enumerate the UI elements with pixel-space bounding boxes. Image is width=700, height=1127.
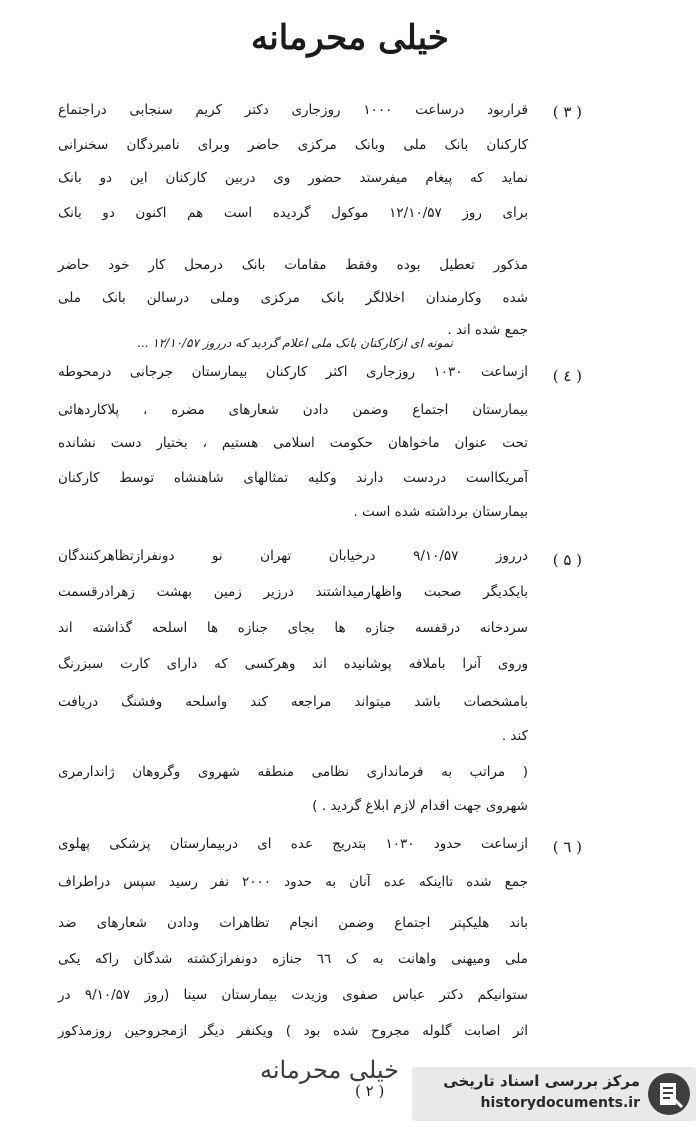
text-line: درروز ۹/۱۰/۵۷ درخیابان تهران نو دونفرازتظاهرکنندگان <box>58 548 528 564</box>
handwritten-note: نمونه ای ازکارکنان بانک ملی اعلام گردید که درروز ۱۲/۱۰/۵۷ ... <box>137 336 453 350</box>
text-line: کند . <box>501 728 528 744</box>
text-line: ازساعت ۱۰۳۰ روزجاری اکثر کارکنان بیمارستان جرجانی درمحوطه <box>58 364 528 380</box>
text-line: قراربود درساعت ۱۰۰۰ روزجاری دکتر کریم سنجابی دراجتماع <box>58 102 528 118</box>
text-line: جمع شده تااینکه عده آنان به حدود ۲۰۰۰ نفر رسید سپس دراطراف <box>58 874 528 890</box>
section-number: ( ٤ ) <box>552 367 582 385</box>
watermark-title: مرکز بررسی اسناد تاریخی <box>443 1072 640 1090</box>
text-line: تحت عنوان ماخواهان حکومت اسلامی هستیم ، بختیار دست نشانده <box>58 435 528 451</box>
text-line: جمع شده اند . <box>447 322 528 338</box>
text-line: بیمارستان برداشته شده است . <box>353 504 528 520</box>
page-number: ( ۲ ) <box>355 1082 385 1100</box>
text-line: سردخانه درقفسه جنازه ها بجای جنازه ها اسلحه گذاشته اند <box>58 620 528 636</box>
text-line: بایکدیگر صحبت واظهارمیداشتند درزیر زمین بهشت زهرادرقسمت <box>58 584 528 600</box>
text-line: باند هلیکپتر اجتماع وضمن انجام تظاهرات ودادن شعارهای ضد <box>58 915 528 931</box>
classification-stamp-top: خیلی محرمانه <box>251 18 449 58</box>
watermark-url: historydocuments.ir <box>480 1095 640 1111</box>
section-number: ( ۳ ) <box>552 103 582 121</box>
text-line: مذکور تعطیل بوده وفقط مقامات بانک درمحل کار خود حاضر <box>58 257 528 273</box>
remark-line: شهروی جهت اقدام لازم ابلاغ گردید . ) <box>312 798 528 814</box>
archive-logo-icon <box>646 1071 692 1117</box>
watermark-badge <box>412 1067 696 1121</box>
text-line: آمریکااست دردست دارند وکلیه تمثالهای شاهنشاه توسط کارکنان <box>58 470 528 486</box>
classification-stamp-bottom: خیلی محرمانه <box>260 1056 399 1084</box>
text-line: ازساعت حدود ۱۰۳۰ بتدریج عده ای دربیمارستان پزشکی پهلوی <box>58 836 528 852</box>
remark-line: ( مراتب به فرمانداری نظامی منطقه شهروی وگروهان ژاندارمری <box>58 764 528 780</box>
section-number: ( ۵ ) <box>552 551 582 569</box>
text-line: بامشخصات باشد میتواند مراجعه کند واسلحه وفشنگ دریافت <box>58 694 528 710</box>
text-line: وروی آنرا باملافه پوشانیده اند وهرکسی که دارای کارت سبزرنگ <box>58 656 528 672</box>
text-line: ستوانیکم دکتر عباس صفوی وزیدت بیمارستان سینا (روز ۹/۱۰/۵۷ در <box>58 987 528 1003</box>
text-line: اثر اصابت گلوله مجروح شده بود ) ویکنفر دیگر ازمجروحین روزمذکور <box>58 1023 528 1039</box>
text-line: ملی ومیهنی واهانت به ک ٦٦ جنازه دونفرازکشته شدگان راکه یکی <box>58 951 528 967</box>
text-line: برای روز ۱۲/۱۰/۵۷ موکول گردیده است هم اکنون دو بانک <box>58 205 529 221</box>
text-line: نماید که پیغام میفرستد حضور وی دربین کارکنان این دو بانک <box>58 170 528 186</box>
section-number: ( ٦ ) <box>552 838 582 856</box>
text-line: کارکنان بانک ملی وبانک مرکزی حاضر وبرای نامبردگان سخنرانی <box>58 137 528 153</box>
text-line: شده وکارمندان اخلالگر بانک مرکزی وملی درسالن بانک ملی <box>58 290 528 306</box>
text-line: بیمارستان اجتماع وضمن دادن شعارهای مضره ، پلاکاردهائی <box>58 402 528 418</box>
